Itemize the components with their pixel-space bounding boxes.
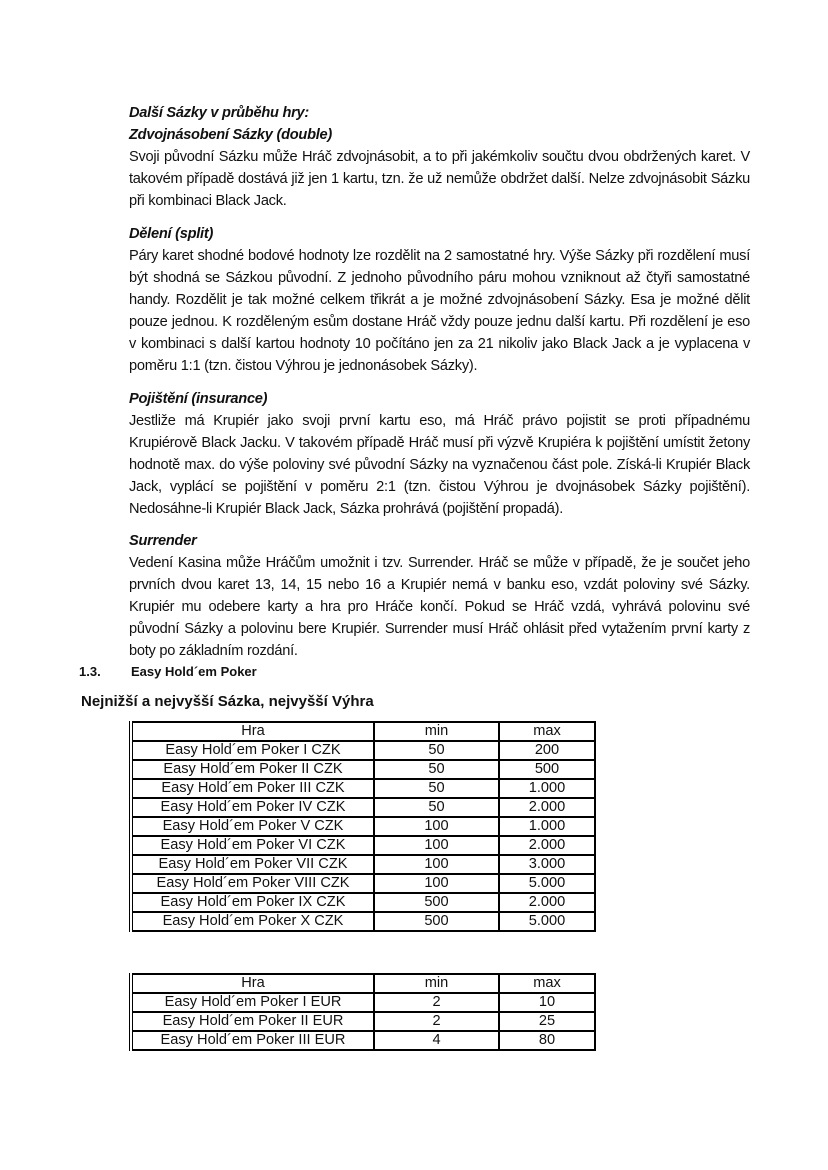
table-row: [131, 874, 595, 893]
cell-game: Easy Hold´em Poker VII CZK: [131, 855, 374, 874]
table-row: [131, 855, 595, 874]
cell-min: 500: [374, 893, 499, 912]
section-double: [129, 102, 750, 212]
section-split: [129, 223, 750, 377]
cell-max: 5.000: [499, 874, 595, 893]
cell-max: 80: [499, 1031, 595, 1050]
split-title: Dělení (split): [129, 226, 214, 242]
cell-game: Easy Hold´em Poker X CZK: [131, 912, 374, 931]
table-row: [131, 893, 595, 912]
cell-min: 50: [374, 779, 499, 798]
intro-heading: Další Sázky v průběhu hry:: [129, 105, 310, 121]
cell-max: 2.000: [499, 798, 595, 817]
header-min: min: [374, 722, 499, 741]
cell-min: 100: [374, 817, 499, 836]
cell-min: 100: [374, 874, 499, 893]
section-surrender: [129, 530, 750, 662]
section-title: Easy Hold´em Poker: [131, 664, 257, 679]
split-text: Páry karet shodné bodové hodnoty lze rozdělit na 2 samostatné hry. Výše Sázky při rozdělení musí být shodná se Sázkou původní. Z jednoho původního páru mohou vzniknout až čtyři samostatné handy. Rozdělit je tak možné celkem třikrát a je možné zdvojnásobení Sázky. Esa je možné dělit pouze jednou. K rozděleným esům dostane Hráč vždy pouze jednu další kartu. Při rozdělení je eso v kombinaci s další kartou hodnoty 10 počítáno jen za 21 nikoliv jako Black Jack a je vyplacena v poměru 1:1 (tzn. čistou Výhrou je jednonásobek Sázky).: [129, 248, 750, 374]
surrender-text: Vedení Kasina může Hráčům umožnit i tzv. Surrender. Hráč se může v případě, že je součet jeho prvních dvou karet 13, 14, 15 nebo 16 a Krupiér nemá v banku eso, vzdát poloviny své Sázky. Krupiér mu odebere karty a hra pro Hráče končí. Pokud se Hráč vzdá, vyhrává polovinu své původní Sázky a polovinu bere Krupiér. Surrender musí Hráč ohlásit před vytažením první karty z boty po základním rozdání.: [129, 555, 750, 659]
section-insurance: [129, 388, 750, 520]
cell-min: 50: [374, 760, 499, 779]
cell-max: 500: [499, 760, 595, 779]
cell-game: Easy Hold´em Poker II EUR: [131, 1012, 374, 1031]
cell-min: 4: [374, 1031, 499, 1050]
cell-max: 2.000: [499, 893, 595, 912]
cell-game: Easy Hold´em Poker VI CZK: [131, 836, 374, 855]
cell-max: 2.000: [499, 836, 595, 855]
header-max: max: [499, 722, 595, 741]
header-game: Hra: [131, 722, 374, 741]
table-row: [131, 760, 595, 779]
cell-max: 1.000: [499, 779, 595, 798]
cell-game: Easy Hold´em Poker III EUR: [131, 1031, 374, 1050]
insurance-text: Jestliže má Krupiér jako svoji první kartu eso, má Hráč právo pojistit se proti případnému Krupiérově Black Jacku. V takovém případě Hráč musí při výzvě Krupiéra k pojištění umístit žetony hodnotě max. do výše poloviny své původní Sázky na vyznačenou část pole. Získá-li Krupiér Black Jack, vyplácí se pojištění v poměru 2:1 (tzn. čistou Výhrou je dvojnásobek Sázky pojištění). Nedosáhne-li Krupiér Black Jack, Sázka prohrává (pojištění propadá).: [129, 413, 750, 517]
cell-min: 50: [374, 741, 499, 760]
cell-game: Easy Hold´em Poker IV CZK: [131, 798, 374, 817]
insurance-title: Pojištění (insurance): [129, 391, 268, 407]
table-row: [131, 741, 595, 760]
cell-game: Easy Hold´em Poker V CZK: [131, 817, 374, 836]
cell-game: Easy Hold´em Poker IX CZK: [131, 893, 374, 912]
table-row: [131, 779, 595, 798]
table-row: [131, 912, 595, 931]
table-row: [131, 798, 595, 817]
cell-max: 3.000: [499, 855, 595, 874]
cell-game: Easy Hold´em Poker I CZK: [131, 741, 374, 760]
cell-game: Easy Hold´em Poker I EUR: [131, 993, 374, 1012]
header-max: max: [499, 974, 595, 993]
cell-min: 100: [374, 836, 499, 855]
cell-game: Easy Hold´em Poker III CZK: [131, 779, 374, 798]
cell-max: 5.000: [499, 912, 595, 931]
cell-min: 2: [374, 993, 499, 1012]
table-row: [131, 836, 595, 855]
header-min: min: [374, 974, 499, 993]
cell-max: 10: [499, 993, 595, 1012]
cell-game: Easy Hold´em Poker VIII CZK: [131, 874, 374, 893]
table-row: [131, 993, 595, 1012]
cell-min: 50: [374, 798, 499, 817]
table-caption: Nejnižší a nejvyšší Sázka, nejvyšší Výhra: [81, 693, 374, 710]
limits-table-eur: [129, 973, 596, 1051]
table-row: [131, 1031, 595, 1050]
double-title: Zdvojnásobení Sázky (double): [129, 127, 333, 143]
cell-min: 2: [374, 1012, 499, 1031]
cell-max: 1.000: [499, 817, 595, 836]
header-game: Hra: [131, 974, 374, 993]
cell-game: Easy Hold´em Poker II CZK: [131, 760, 374, 779]
double-text: Svoji původní Sázku může Hráč zdvojnásobit, a to při jakémkoliv součtu dvou obdržených karet. V takovém případě dostává již jen 1 kartu, tzn. že už nemůže obdržet další. Nelze zdvojnásobit Sázku při kombinaci Black Jack.: [129, 149, 750, 209]
table-header-row: [131, 722, 595, 741]
surrender-title: Surrender: [129, 533, 197, 549]
cell-max: 25: [499, 1012, 595, 1031]
cell-min: 500: [374, 912, 499, 931]
limits-table-czk: [129, 721, 596, 932]
table-header-row: [131, 974, 595, 993]
table-row: [131, 817, 595, 836]
section-number: 1.3.: [79, 664, 101, 679]
cell-min: 100: [374, 855, 499, 874]
table-row: [131, 1012, 595, 1031]
cell-max: 200: [499, 741, 595, 760]
